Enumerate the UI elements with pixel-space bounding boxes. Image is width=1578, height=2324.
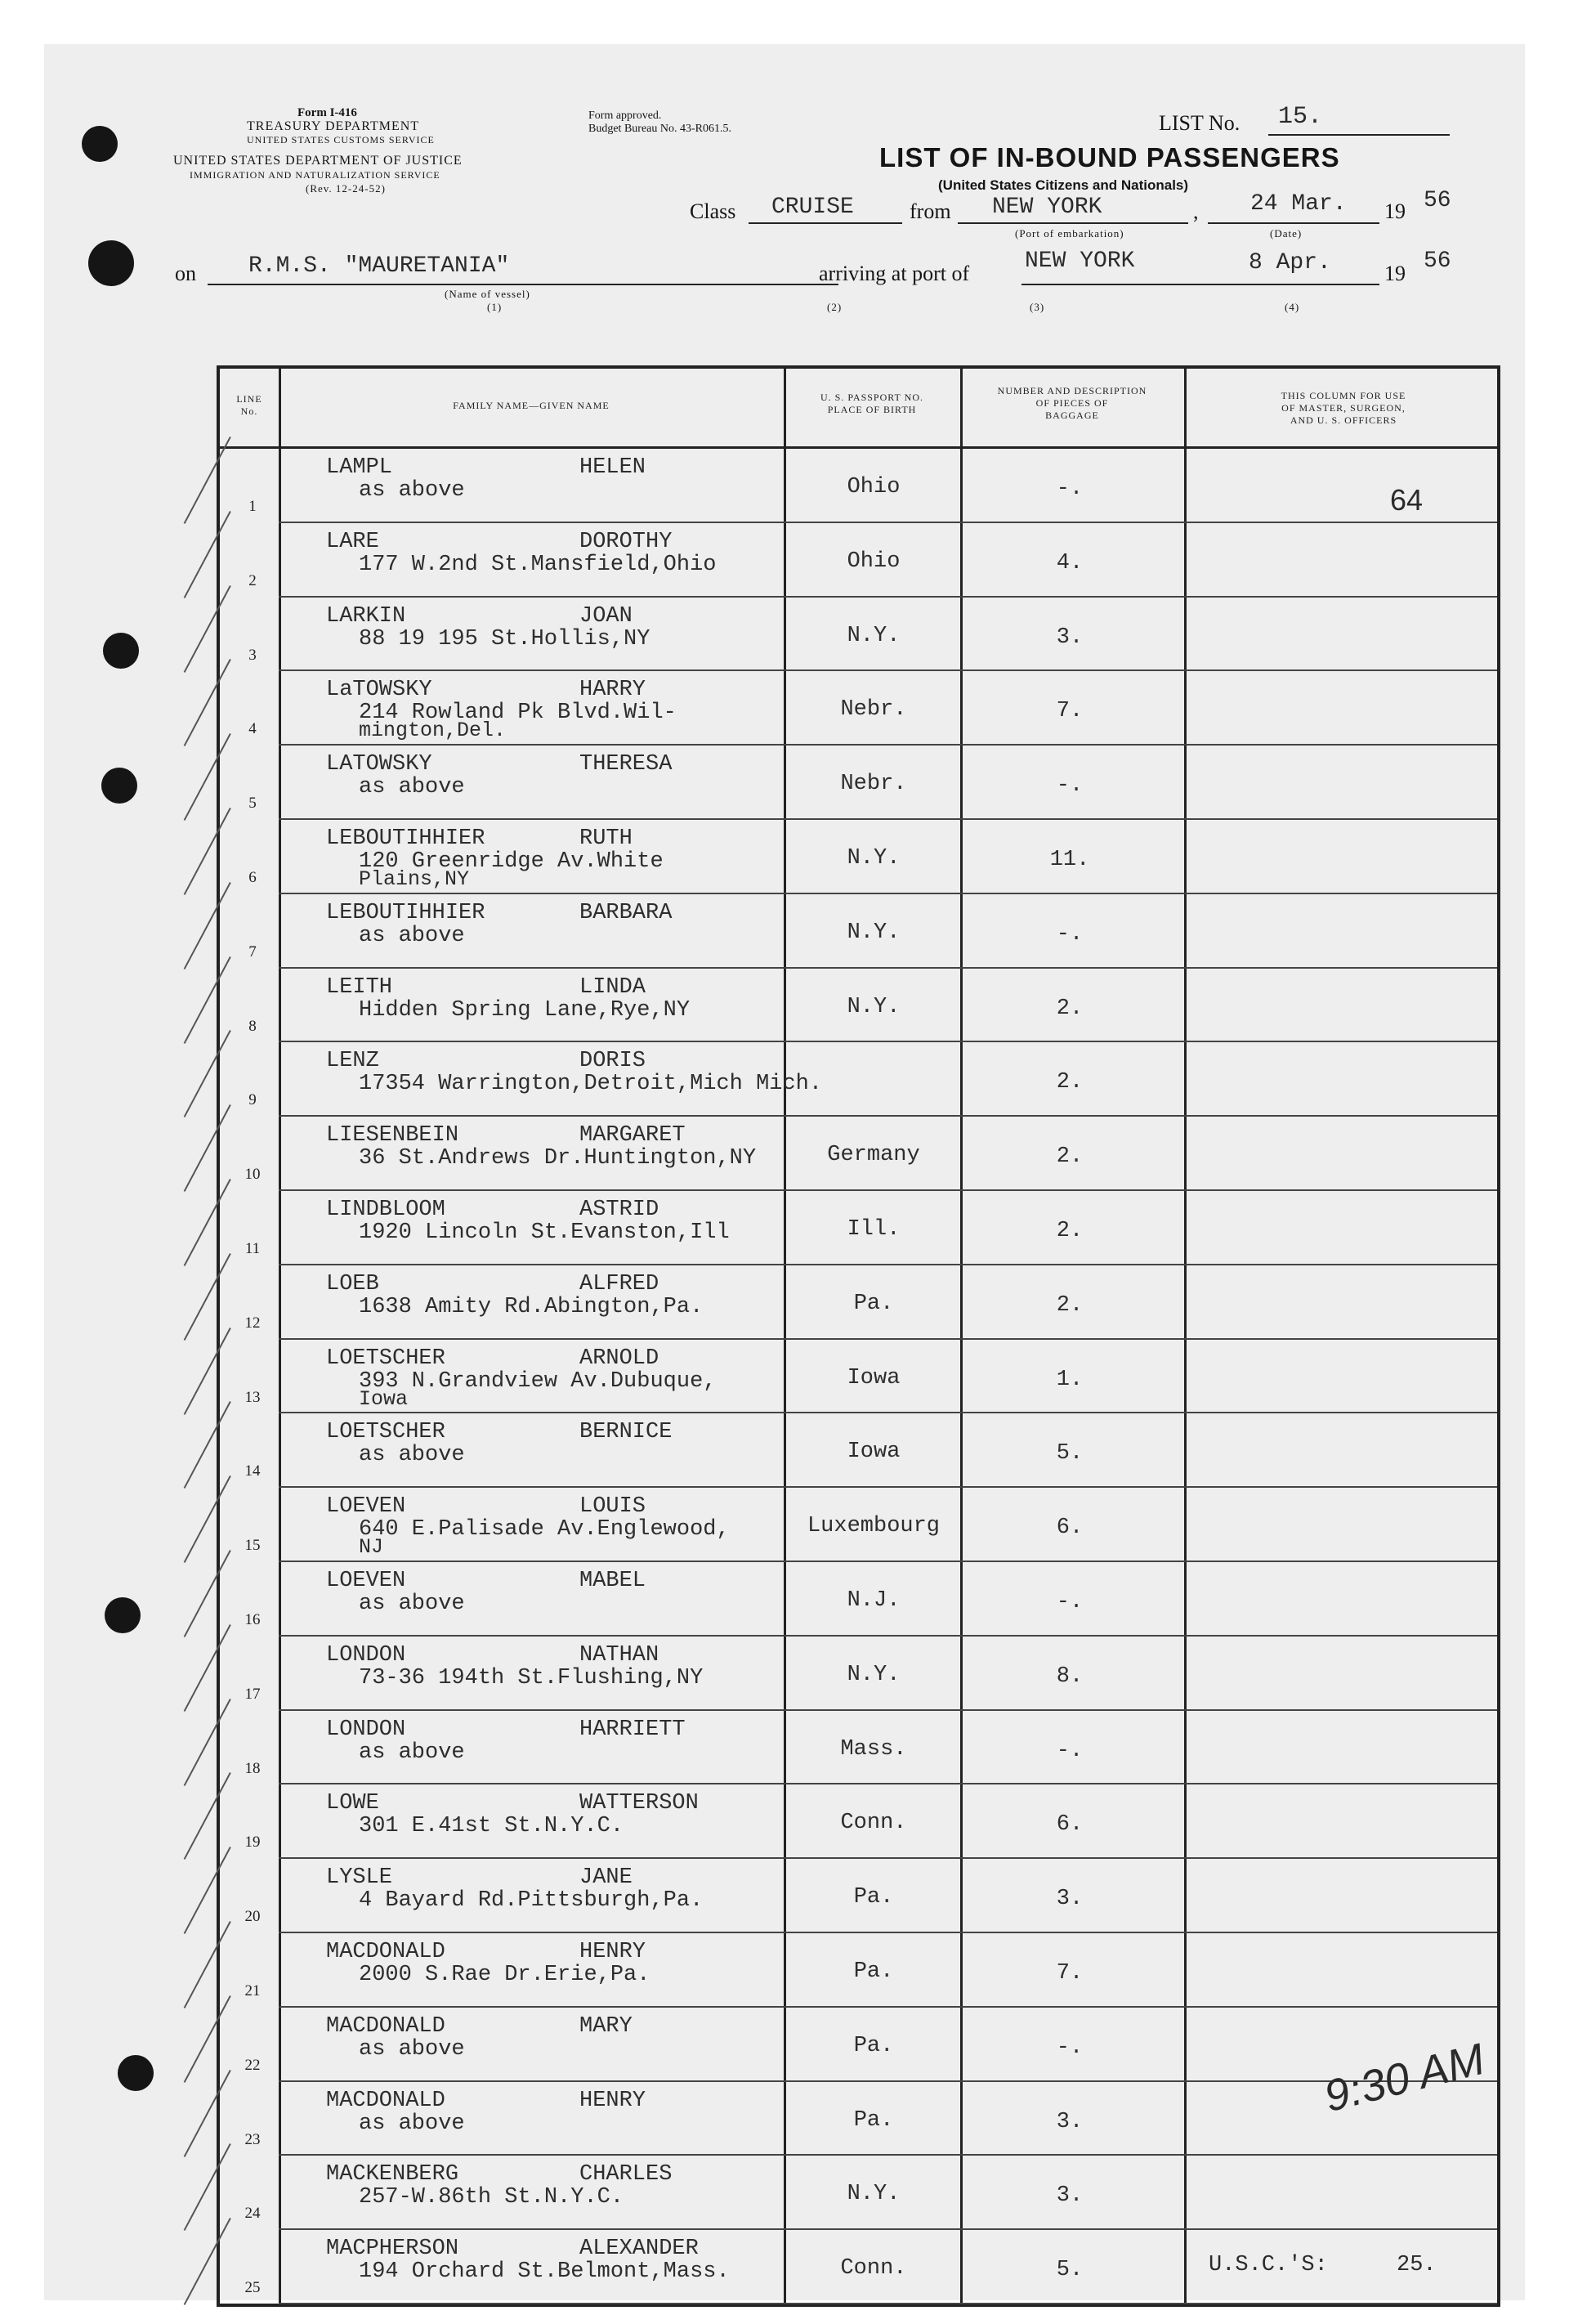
embark-caption: (Port of embarkation) xyxy=(1015,227,1124,240)
address: Hidden Spring Lane,Rye,NY xyxy=(359,997,691,1023)
address: as above xyxy=(359,1443,465,1468)
address: 17354 Warrington,Detroit,Mich Mich. xyxy=(359,1072,823,1097)
arriving-label: arriving at port of xyxy=(819,262,970,285)
address: as above xyxy=(359,1740,465,1765)
table-row xyxy=(220,1340,1497,1414)
address: 88 19 195 St.Hollis,NY xyxy=(359,626,650,652)
table-row xyxy=(220,1265,1497,1340)
line-number: 21 xyxy=(244,1982,261,1999)
given-name: MARGARET xyxy=(579,1123,686,1149)
given-name: DORIS xyxy=(579,1049,646,1074)
from-port: NEW YORK xyxy=(992,195,1102,220)
line-number: 5 xyxy=(248,795,257,813)
passenger-table xyxy=(217,365,1500,2307)
address: 301 E.41st St.N.Y.C. xyxy=(359,1814,624,1839)
vessel-name: R.M.S. "MAURETANIA" xyxy=(248,253,510,279)
baggage-count: 3. xyxy=(1056,2109,1084,2134)
baggage-count: 3. xyxy=(1056,1887,1084,1912)
family-name: LIESENBEIN xyxy=(326,1123,459,1149)
baggage-count: 11. xyxy=(1049,848,1090,872)
binder-hole xyxy=(103,633,139,669)
place-of-birth: Pa. xyxy=(853,1959,894,1984)
ins-service: IMMIGRATION AND NATURALIZATION SERVICE xyxy=(190,169,440,181)
line-number: 18 xyxy=(244,1759,261,1777)
family-name: LOEVEN xyxy=(326,1494,406,1520)
family-name: LEBOUTIHHIER xyxy=(326,826,485,851)
baggage-header-2: OF PIECES OF xyxy=(1035,397,1109,409)
table-row xyxy=(220,1711,1497,1785)
place-of-birth: Conn. xyxy=(840,1811,907,1836)
col-no-3: (3) xyxy=(1030,301,1045,313)
check-mark xyxy=(184,2218,235,2308)
address: as above xyxy=(359,775,465,800)
table-row xyxy=(220,1488,1497,1562)
baggage-count: 7. xyxy=(1056,1961,1084,1986)
family-name: LaTOWSKY xyxy=(326,678,432,703)
given-name: HENRY xyxy=(579,2088,646,2113)
address: as above xyxy=(359,923,465,948)
family-name: LOEB xyxy=(326,1271,379,1296)
baggage-count: 1. xyxy=(1056,1367,1084,1392)
family-name: MACKENBERG xyxy=(326,2162,459,2187)
address: 2000 S.Rae Dr.Erie,Pa. xyxy=(359,1963,650,1987)
date-caption: (Date) xyxy=(1270,227,1303,240)
list-underline xyxy=(1268,134,1450,136)
passport-header-1: U. S. PASSPORT NO. xyxy=(820,392,923,403)
year-prefix: 19 xyxy=(1384,199,1406,223)
year1: 56 xyxy=(1424,188,1451,213)
page-subtitle: (United States Citizens and Nationals) xyxy=(938,177,1189,193)
baggage-count: -. xyxy=(1056,921,1084,947)
place-of-birth: Iowa xyxy=(847,1440,901,1465)
place-of-birth: Germany xyxy=(827,1143,920,1168)
place-of-birth: Conn. xyxy=(840,2256,907,2281)
binder-hole xyxy=(82,126,118,162)
table-row xyxy=(220,820,1497,894)
arrival-port: NEW YORK xyxy=(1025,249,1135,274)
table-row xyxy=(220,1637,1497,1711)
baggage-count: 2. xyxy=(1056,1219,1084,1243)
family-name: MACDONALD xyxy=(326,1940,445,1964)
place-of-birth: Iowa xyxy=(847,1365,901,1390)
address-continued: Iowa xyxy=(359,1386,409,1411)
given-name: HARRIETT xyxy=(579,1717,686,1742)
year2: 56 xyxy=(1424,249,1451,274)
place-of-birth: Pa. xyxy=(853,2107,894,2133)
budget-bureau: Budget Bureau No. 43-R061.5. xyxy=(588,123,731,135)
address: 194 Orchard St.Belmont,Mass. xyxy=(359,2259,730,2285)
baggage-count: 3. xyxy=(1056,625,1084,650)
place-of-birth: Nebr. xyxy=(840,697,907,723)
form-sheet xyxy=(44,44,1525,2300)
baggage-count: -. xyxy=(1056,1590,1084,1614)
place-of-birth: Nebr. xyxy=(840,772,907,797)
officers-header-3: AND U. S. OFFICERS xyxy=(1290,414,1397,426)
address: 1920 Lincoln St.Evanston,Ill xyxy=(359,1220,730,1245)
line-number: 10 xyxy=(244,1166,261,1184)
table-row xyxy=(220,1784,1497,1859)
family-name: LONDON xyxy=(326,1642,406,1668)
address: 640 E.Palisade Av.Englewood, xyxy=(359,1517,730,1543)
binder-hole xyxy=(101,768,137,804)
table-row xyxy=(220,1562,1497,1637)
line-number: 19 xyxy=(244,1834,261,1852)
baggage-count: 5. xyxy=(1056,1441,1084,1466)
table-row xyxy=(220,894,1497,969)
address: 73-36 194th St.Flushing,NY xyxy=(359,1665,704,1690)
col-no-1: (1) xyxy=(487,301,503,313)
list-number: 15. xyxy=(1278,103,1323,131)
given-name: NATHAN xyxy=(579,1642,659,1668)
treasury-dept: TREASURY DEPARTMENT xyxy=(247,119,420,133)
place-of-birth: N.Y. xyxy=(847,623,901,648)
place-of-birth: Ohio xyxy=(847,475,901,499)
family-name: MACDONALD xyxy=(326,2088,445,2113)
given-name: ALFRED xyxy=(579,1271,659,1296)
line-number: 6 xyxy=(248,869,257,886)
arrival-underline xyxy=(1021,284,1379,285)
given-name: DOROTHY xyxy=(579,529,673,554)
on-label: on xyxy=(175,262,196,285)
usc-total: 25. xyxy=(1397,2253,1437,2277)
line-number: 24 xyxy=(244,2205,261,2223)
given-name: WATTERSON xyxy=(579,1791,699,1816)
place-of-birth: N.Y. xyxy=(847,2182,901,2207)
place-of-birth: Ill. xyxy=(847,1217,901,1242)
place-of-birth: N.Y. xyxy=(847,994,901,1019)
line-number: 9 xyxy=(248,1091,257,1109)
family-name: LEBOUTIHHIER xyxy=(326,900,485,925)
table-row xyxy=(220,1413,1497,1488)
family-name: LONDON xyxy=(326,1717,406,1742)
address: 177 W.2nd St.Mansfield,Ohio xyxy=(359,552,717,577)
baggage-count: -. xyxy=(1056,1738,1084,1763)
line-number: 7 xyxy=(248,943,257,960)
line-number: 20 xyxy=(244,1908,261,1926)
address: 214 Rowland Pk Blvd.Wil- xyxy=(359,701,677,726)
baggage-count: 5. xyxy=(1056,2258,1084,2283)
family-name: LOEVEN xyxy=(326,1569,406,1593)
passport-header xyxy=(784,392,960,416)
table-row xyxy=(220,1859,1497,1933)
given-name: LOUIS xyxy=(579,1494,646,1520)
line-number: 22 xyxy=(244,2056,261,2074)
given-name: MABEL xyxy=(579,1569,646,1593)
line-number: 16 xyxy=(244,1611,261,1628)
usc-label: U.S.C.'S: xyxy=(1209,2253,1328,2277)
baggage-count: -. xyxy=(1056,2035,1084,2060)
family-name: LENZ xyxy=(326,1049,379,1074)
address: as above xyxy=(359,2036,465,2062)
given-name: THERESA xyxy=(579,752,673,777)
given-name: BERNICE xyxy=(579,1420,673,1445)
binder-hole xyxy=(118,2055,154,2091)
date1-underline xyxy=(1208,222,1379,224)
line-number: 15 xyxy=(244,1537,261,1555)
table-row xyxy=(220,1117,1497,1191)
given-name: LINDA xyxy=(579,974,646,1000)
baggage-count: 6. xyxy=(1056,1812,1084,1838)
baggage-count: 6. xyxy=(1056,1516,1084,1541)
family-name: LOWE xyxy=(326,1791,379,1816)
family-name: LOETSCHER xyxy=(326,1346,445,1371)
family-name: LARKIN xyxy=(326,603,406,629)
customs-service: UNITED STATES CUSTOMS SERVICE xyxy=(247,134,435,146)
place-of-birth: Pa. xyxy=(853,1885,894,1910)
line-number: 23 xyxy=(244,2130,261,2148)
family-name: LARE xyxy=(326,529,379,554)
place-of-birth: Luxembourg xyxy=(807,1514,941,1539)
table-row xyxy=(220,969,1497,1043)
binder-hole xyxy=(105,1597,141,1633)
justice-dept: UNITED STATES DEPARTMENT OF JUSTICE xyxy=(173,154,463,168)
class-underline xyxy=(749,222,902,224)
table-row xyxy=(220,2156,1497,2230)
given-name: ASTRID xyxy=(579,1198,659,1222)
name-header xyxy=(279,400,784,412)
baggage-count: 2. xyxy=(1056,1292,1084,1318)
address: 36 St.Andrews Dr.Huntington,NY xyxy=(359,1146,757,1171)
baggage-header-3: BAGGAGE xyxy=(1045,410,1099,421)
table-row xyxy=(220,449,1497,523)
given-name: ALEXANDER xyxy=(579,2237,699,2262)
family-name: LAMPL xyxy=(326,455,393,480)
address: 4 Bayard Rd.Pittsburgh,Pa. xyxy=(359,1888,704,1914)
col-no-2: (2) xyxy=(827,301,843,313)
family-name: LOETSCHER xyxy=(326,1420,445,1445)
given-name: HENRY xyxy=(579,1940,646,1964)
given-name: HARRY xyxy=(579,678,646,703)
line-header-1: LINE xyxy=(236,393,262,405)
line-number: 25 xyxy=(244,2279,261,2297)
revision: (Rev. 12-24-52) xyxy=(306,182,386,195)
col-no-4: (4) xyxy=(1285,301,1300,313)
page-title: LIST OF IN-BOUND PASSENGERS xyxy=(879,142,1340,172)
baggage-count: 8. xyxy=(1056,1664,1084,1689)
address: 120 Greenridge Av.White xyxy=(359,849,664,874)
address: 393 N.Grandview Av.Dubuque, xyxy=(359,1368,717,1394)
officers-header-1: THIS COLUMN FOR USE xyxy=(1281,390,1406,401)
baggage-header xyxy=(960,385,1184,422)
place-of-birth: Pa. xyxy=(853,1291,894,1316)
row-rule xyxy=(279,2303,1497,2304)
baggage-count: -. xyxy=(1056,773,1084,799)
place-of-birth: N.Y. xyxy=(847,920,901,945)
table-row xyxy=(220,2008,1497,2082)
baggage-count: 2. xyxy=(1056,1070,1084,1095)
table-row xyxy=(220,746,1497,820)
baggage-count: 3. xyxy=(1056,2183,1084,2209)
given-name: CHARLES xyxy=(579,2162,673,2187)
line-number: 4 xyxy=(248,720,257,738)
list-label: LIST No. xyxy=(1159,111,1240,135)
given-name: JANE xyxy=(579,1865,633,1891)
given-name: MARY xyxy=(579,2013,633,2039)
place-of-birth: N.Y. xyxy=(847,1662,901,1687)
line-number: 14 xyxy=(244,1462,261,1480)
from-underline xyxy=(958,222,1188,224)
comma: , xyxy=(1193,199,1199,223)
baggage-count: -. xyxy=(1056,477,1084,501)
officers-header-2: OF MASTER, SURGEON, xyxy=(1281,402,1406,414)
family-name: LYSLE xyxy=(326,1865,393,1891)
family-name: LEITH xyxy=(326,974,393,1000)
baggage-count: 2. xyxy=(1056,996,1084,1021)
name-header-text: FAMILY NAME—GIVEN NAME xyxy=(453,400,610,411)
address: as above xyxy=(359,2111,465,2136)
address-continued: NJ xyxy=(359,1535,384,1560)
place-of-birth: Pa. xyxy=(853,2033,894,2058)
given-name: JOAN xyxy=(579,603,633,629)
address: 257-W.86th St.N.Y.C. xyxy=(359,2185,624,2210)
baggage-count: 7. xyxy=(1056,699,1084,724)
given-name: HELEN xyxy=(579,455,646,480)
line-number: 2 xyxy=(248,571,257,589)
given-name: BARBARA xyxy=(579,900,673,925)
table-row xyxy=(220,598,1497,672)
family-name: MACDONALD xyxy=(326,2013,445,2039)
passport-header-2: PLACE OF BIRTH xyxy=(827,404,917,415)
table-row xyxy=(220,1191,1497,1265)
table-row xyxy=(220,1933,1497,2008)
line-number: 13 xyxy=(244,1388,261,1406)
line-number: 3 xyxy=(248,646,257,664)
form-approved: Form approved. xyxy=(588,110,662,122)
from-label: from xyxy=(910,199,951,223)
family-name: LATOWSKY xyxy=(326,752,432,777)
date2: 8 Apr. xyxy=(1249,250,1331,275)
year-prefix-2: 19 xyxy=(1384,262,1406,285)
family-name: MACPHERSON xyxy=(326,2237,459,2262)
line-number: 1 xyxy=(248,498,257,515)
place-of-birth: Ohio xyxy=(847,549,901,574)
binder-hole xyxy=(88,240,134,286)
line-number: 17 xyxy=(244,1685,261,1703)
place-of-birth: Mass. xyxy=(840,1736,907,1762)
line-number: 8 xyxy=(248,1017,257,1035)
officer-count: 64 xyxy=(1390,483,1424,517)
address-continued: Plains,NY xyxy=(359,867,470,891)
officers-header xyxy=(1184,390,1503,427)
given-name: RUTH xyxy=(579,826,633,851)
line-header xyxy=(220,393,279,418)
class-label: Class xyxy=(690,199,736,223)
baggage-header-1: NUMBER AND DESCRIPTION xyxy=(997,385,1147,396)
vessel-underline xyxy=(208,284,838,285)
given-name: ARNOLD xyxy=(579,1346,659,1371)
line-number: 11 xyxy=(244,1240,261,1257)
line-header-2: No. xyxy=(240,405,258,417)
address: as above xyxy=(359,478,465,503)
vessel-caption: (Name of vessel) xyxy=(445,288,530,300)
place-of-birth: N.J. xyxy=(847,1588,901,1613)
table-row xyxy=(220,523,1497,598)
date1: 24 Mar. xyxy=(1250,191,1347,217)
table-row xyxy=(220,1042,1497,1117)
line-number: 12 xyxy=(244,1314,261,1332)
form-number: Form I-416 xyxy=(297,106,357,119)
baggage-count: 2. xyxy=(1056,1144,1084,1170)
family-name: LINDBLOOM xyxy=(326,1198,445,1222)
table-row xyxy=(220,671,1497,746)
handwritten-time: 9:30 AM xyxy=(1319,2034,1490,2122)
address-continued: mington,Del. xyxy=(359,719,507,743)
place-of-birth: N.Y. xyxy=(847,846,901,871)
baggage-count: 4. xyxy=(1056,550,1084,575)
class-value: CRUISE xyxy=(771,195,854,220)
address: 1638 Amity Rd.Abington,Pa. xyxy=(359,1294,704,1319)
table-row xyxy=(220,2082,1497,2156)
address: as above xyxy=(359,1592,465,1616)
